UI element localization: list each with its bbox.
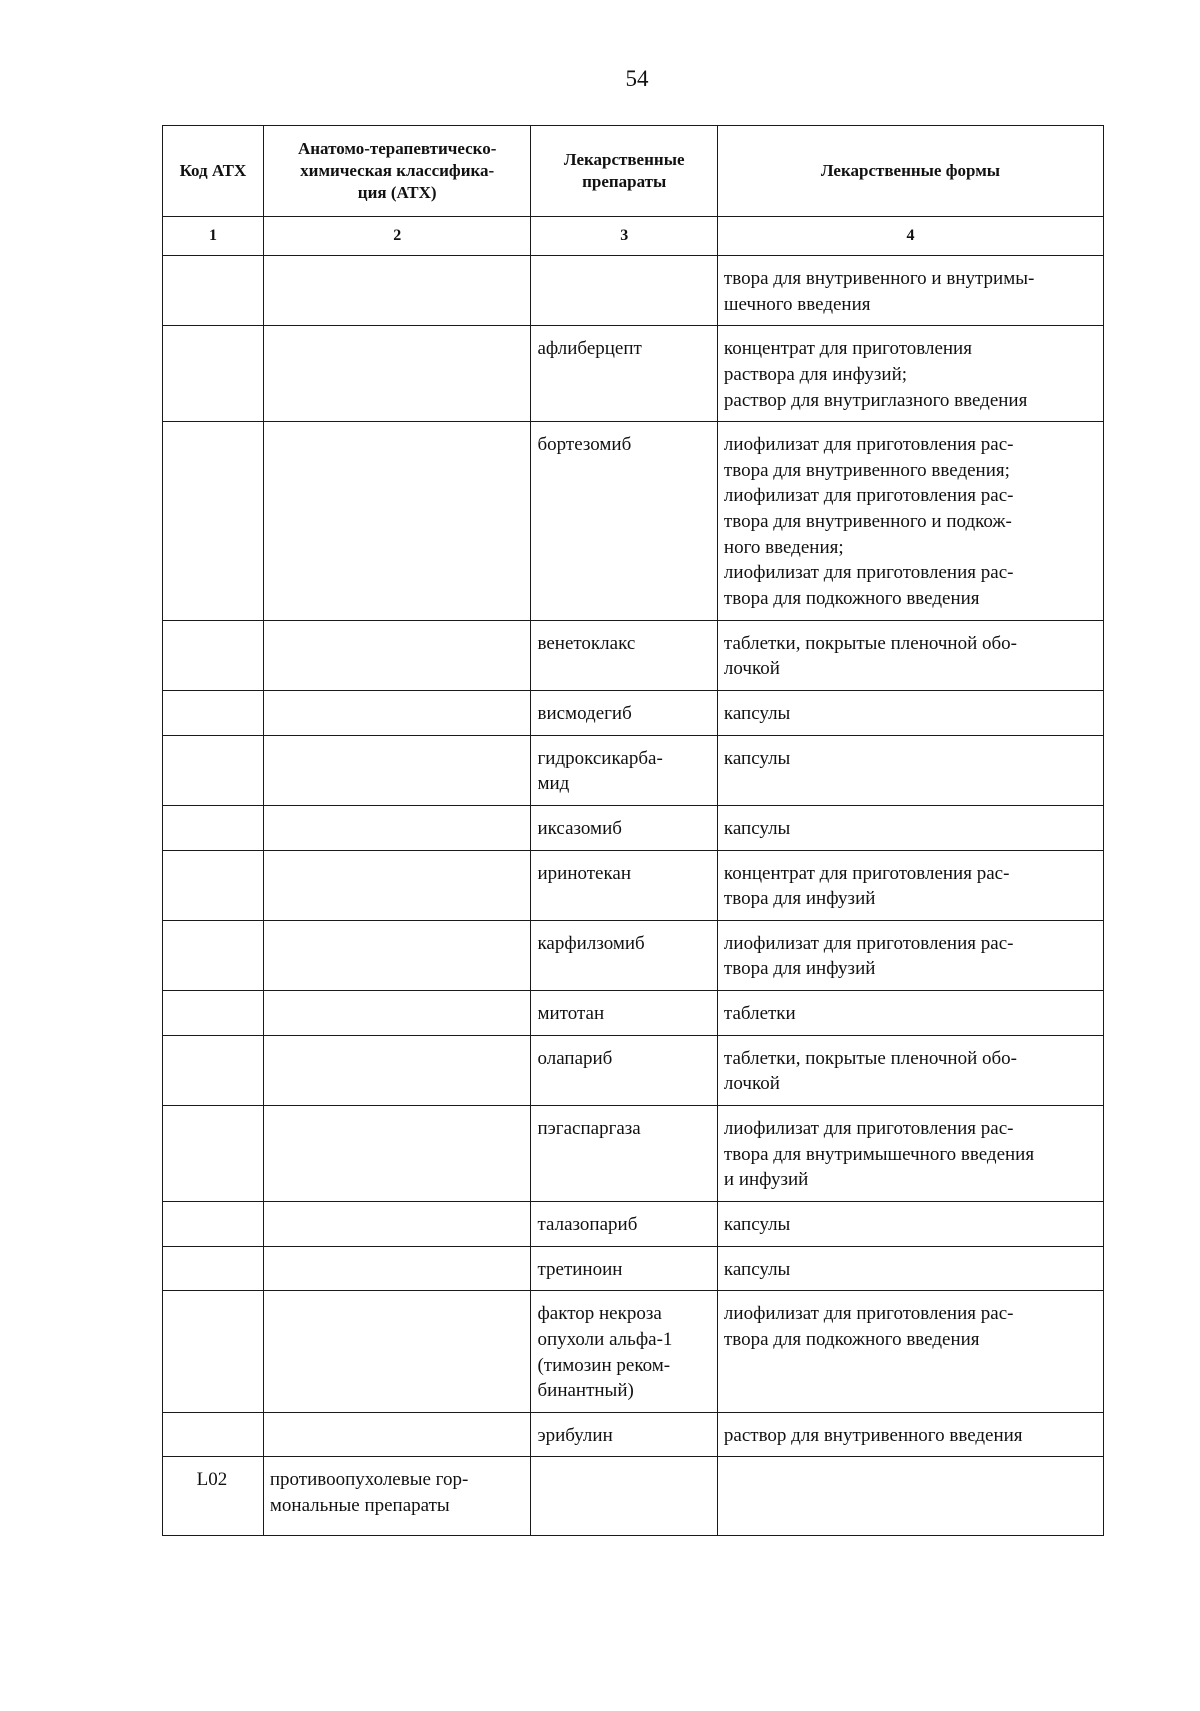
cell-text-line: лочкой — [723, 1073, 780, 1095]
cell-text-line: ция (АТХ) — [357, 183, 437, 203]
atc-code-cell — [163, 805, 264, 850]
cell-text-line: лочкой — [723, 658, 780, 680]
column-number: 4 — [717, 217, 1103, 256]
cell-text-line: капсулы — [723, 1213, 791, 1235]
dosage-form-cell — [717, 326, 1103, 422]
table-row — [163, 920, 1104, 990]
cell-text-line: капсулы — [723, 1258, 791, 1280]
atc-code-cell — [163, 1035, 264, 1105]
atc-classification-cell — [263, 850, 531, 920]
cell-text-line: раствор для внутриглазного введения — [723, 389, 1028, 411]
dosage-form-cell — [717, 422, 1103, 620]
drug-name-cell — [531, 920, 717, 990]
atc-code-cell: L02 — [163, 1457, 264, 1536]
table-row — [163, 1457, 1104, 1536]
drug-name-cell — [531, 620, 717, 690]
cell-text-line: опухоли альфа-1 — [537, 1328, 673, 1350]
atc-classification-cell — [263, 1291, 531, 1413]
cell-text-line: лиофилизат для приготовления рас- — [723, 932, 1014, 954]
cell-text-line: твора для внутривенного и подкож- — [723, 511, 1012, 533]
cell-text-line: таблетки, покрытые пленочной обо- — [723, 632, 1018, 654]
column-number: 1 — [163, 217, 264, 256]
cell-text-line: таблетки — [723, 1003, 796, 1025]
dosage-form-cell — [717, 1457, 1103, 1536]
table-row — [163, 805, 1104, 850]
cell-text-line: и инфузий — [723, 1169, 809, 1191]
table-row — [163, 735, 1104, 805]
atc-classification-cell — [263, 1246, 531, 1291]
cell-text-line: твора для подкожного введения — [723, 1328, 980, 1350]
dosage-form-cell — [717, 690, 1103, 735]
atc-code-cell — [163, 850, 264, 920]
cell-text-line: иксазомиб — [537, 817, 622, 839]
cell-text-line: венетоклакс — [537, 632, 636, 654]
atc-classification-cell — [263, 326, 531, 422]
dosage-form-cell — [717, 805, 1103, 850]
table-row — [163, 690, 1104, 735]
atc-classification-cell — [263, 1412, 531, 1457]
header-drugs — [531, 126, 717, 217]
table-row — [163, 1412, 1104, 1457]
atc-code-cell — [163, 690, 264, 735]
cell-text-line: пэгаспаргаза — [537, 1118, 641, 1140]
drug-name-cell — [531, 422, 717, 620]
dosage-form-cell — [717, 920, 1103, 990]
atc-code-cell — [163, 1106, 264, 1202]
atc-code-cell — [163, 991, 264, 1036]
dosage-form-cell — [717, 1412, 1103, 1457]
atc-code-cell — [163, 1291, 264, 1413]
dosage-form-cell — [717, 1246, 1103, 1291]
dosage-form-cell — [717, 735, 1103, 805]
cell-text-line: твора для внутривенного и внутримы- — [723, 268, 1035, 289]
dosage-form-cell — [717, 620, 1103, 690]
cell-text-line: фактор некроза — [537, 1303, 662, 1325]
dosage-form-cell — [717, 1106, 1103, 1202]
atc-code-cell — [163, 1412, 264, 1457]
atc-classification-cell — [263, 1457, 531, 1536]
header-dosage-forms — [717, 126, 1103, 217]
cell-text-line: эрибулин — [537, 1424, 613, 1446]
dosage-form-cell — [717, 1201, 1103, 1246]
cell-text-line: висмодегиб — [537, 702, 632, 724]
cell-text-line: Лекарственные формы — [820, 160, 1001, 180]
atc-classification-cell — [263, 1035, 531, 1105]
cell-text-line: капсулы — [723, 817, 791, 839]
column-number: 3 — [531, 217, 717, 256]
table-body — [163, 256, 1104, 1536]
atc-classification-cell — [263, 256, 531, 326]
cell-text-line: лиофилизат для приготовления рас- — [723, 485, 1014, 507]
table-row — [163, 1291, 1104, 1413]
cell-text-line: раствор для внутривенного введения — [723, 1424, 1023, 1446]
table-row — [163, 1246, 1104, 1291]
header-atc-code — [163, 126, 264, 217]
atc-classification-cell — [263, 422, 531, 620]
drug-name-cell — [531, 1201, 717, 1246]
cell-text-line: (тимозин реком- — [537, 1354, 671, 1376]
drug-name-cell — [531, 1457, 717, 1536]
cell-text-line: третиноин — [537, 1258, 623, 1280]
dosage-form-cell — [717, 850, 1103, 920]
atc-classification-cell — [263, 805, 531, 850]
atc-code-cell — [163, 256, 264, 326]
drug-name-cell — [531, 735, 717, 805]
drug-name-cell — [531, 326, 717, 422]
cell-text-line: твора для внутримышечного введения — [723, 1143, 1035, 1165]
cell-text-line: мональные препараты — [269, 1495, 450, 1517]
cell-text-line: ного введения; — [723, 536, 844, 558]
atc-code-cell — [163, 920, 264, 990]
atc-classification-cell — [263, 1201, 531, 1246]
cell-text-line: иринотекан — [537, 862, 632, 884]
cell-text-line: лиофилизат для приготовления рас- — [723, 1303, 1014, 1325]
cell-text-line: Код АТХ — [179, 160, 247, 180]
table-row — [163, 850, 1104, 920]
cell-text-line: талазопариб — [537, 1213, 638, 1235]
cell-text-line: шечного введения — [723, 293, 871, 315]
atc-code-cell — [163, 1201, 264, 1246]
table-row — [163, 620, 1104, 690]
cell-text-line: твора для инфузий — [723, 888, 876, 910]
table-row — [163, 256, 1104, 326]
cell-text-line: химическая классифика- — [300, 160, 495, 180]
atc-code-cell — [163, 326, 264, 422]
cell-text-line: мид — [537, 773, 570, 795]
atc-code-cell — [163, 422, 264, 620]
table-header-row — [163, 126, 1104, 217]
cell-text-line: олапариб — [537, 1047, 613, 1069]
cell-text-line: Лекарственные — [563, 149, 685, 169]
atc-code-cell — [163, 735, 264, 805]
cell-text-line: афлиберцепт — [537, 338, 642, 360]
cell-text-line: капсулы — [723, 702, 791, 724]
drug-name-cell — [531, 256, 717, 326]
atc-classification-cell — [263, 690, 531, 735]
drug-name-cell — [531, 850, 717, 920]
cell-text-line: Анатомо-терапевтическо- — [297, 138, 497, 158]
drug-name-cell — [531, 1106, 717, 1202]
page-number: 54 — [625, 66, 649, 91]
table-row — [163, 422, 1104, 620]
table-row — [163, 1106, 1104, 1202]
dosage-form-cell — [717, 1035, 1103, 1105]
cell-text-line: лиофилизат для приготовления рас- — [723, 434, 1014, 456]
atc-classification-cell — [263, 1106, 531, 1202]
cell-text-line: таблетки, покрытые пленочной обо- — [723, 1047, 1018, 1069]
drug-name-cell — [531, 991, 717, 1036]
cell-text-line: карфилзомиб — [537, 932, 645, 954]
cell-text-line: твора для инфузий — [723, 958, 876, 980]
atc-code-cell — [163, 620, 264, 690]
table-column-number-row — [163, 217, 1104, 256]
atc-code-cell — [163, 1246, 264, 1291]
column-number: 2 — [263, 217, 531, 256]
dosage-form-cell — [717, 1291, 1103, 1413]
cell-text-line: препараты — [582, 172, 667, 191]
drug-name-cell — [531, 1035, 717, 1105]
cell-text-line: лиофилизат для приготовления рас- — [723, 1118, 1014, 1140]
drug-name-cell — [531, 1412, 717, 1457]
cell-text-line: концентрат для приготовления рас- — [723, 862, 1010, 884]
drug-name-cell — [531, 805, 717, 850]
table-row — [163, 1201, 1104, 1246]
cell-text-line: бортезомиб — [537, 434, 632, 456]
table-row — [163, 1035, 1104, 1105]
drug-name-cell — [531, 690, 717, 735]
cell-text-line: концентрат для приготовления — [723, 338, 972, 360]
drug-name-cell — [531, 1246, 717, 1291]
cell-text-line: противоопухолевые гор- — [269, 1469, 469, 1491]
atc-classification-cell — [263, 735, 531, 805]
atc-classification-cell — [263, 920, 531, 990]
dosage-form-cell — [717, 991, 1103, 1036]
cell-text-line: твора для подкожного введения — [723, 588, 980, 610]
cell-text-line: бинантный) — [537, 1380, 634, 1402]
table-row — [163, 991, 1104, 1036]
drug-table — [162, 125, 1104, 1536]
cell-text-line: лиофилизат для приготовления рас- — [723, 562, 1014, 584]
cell-text-line: митотан — [537, 1003, 605, 1025]
atc-classification-cell — [263, 991, 531, 1036]
cell-text-line: раствора для инфузий; — [723, 363, 908, 385]
cell-text-line: твора для внутривенного введения; — [723, 459, 1010, 481]
table-row — [163, 326, 1104, 422]
cell-text-line: капсулы — [723, 747, 791, 769]
cell-text-line: гидроксикарба- — [537, 747, 663, 769]
header-atc-classification — [263, 126, 531, 217]
dosage-form-cell — [717, 256, 1103, 326]
atc-classification-cell — [263, 620, 531, 690]
drug-name-cell — [531, 1291, 717, 1413]
